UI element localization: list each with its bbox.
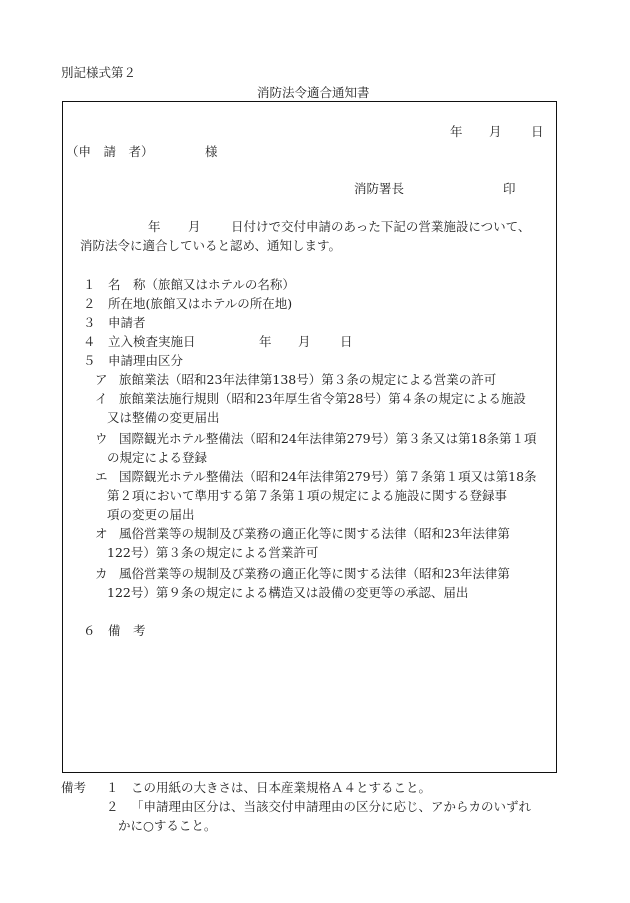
applicant-label: （申 請 者）	[66, 144, 154, 159]
item-6-num: ６	[83, 623, 96, 638]
item-1-text: 名 称（旅館又はホテルの名称）	[108, 277, 295, 292]
reason-ka-mark[interactable]: カ	[95, 566, 108, 581]
reason-u-line-2: の規定による登録	[107, 450, 208, 465]
reason-i-line-2: 又は整備の変更届出	[107, 410, 220, 425]
date-day: 日	[531, 124, 544, 139]
footnote-2-num: ２	[106, 799, 119, 814]
footnote-2-line-1: 「申請理由区分は、当該交付申請理由の区分に応じ、アからカのいずれ	[131, 799, 532, 814]
reason-e-line-2: 第２項において準用する第７条第１項の規定による施設に関する登録事	[107, 488, 508, 503]
reason-u-mark[interactable]: ウ	[95, 431, 108, 446]
document-title: 消防法令適合通知書	[257, 85, 370, 100]
reason-i-mark[interactable]: イ	[95, 391, 108, 406]
body-line2: 消防法令に適合していると認め、通知します。	[80, 238, 342, 253]
date-year: 年	[450, 124, 463, 139]
footnote-1-num: １	[106, 780, 119, 795]
item-3-num: ３	[83, 315, 96, 330]
reason-ka-line-2: 122号）第９条の規定による構造又は設備の変更等の承認、届出	[107, 585, 469, 600]
seal-mark: 印	[503, 181, 516, 196]
issuer-title: 消防署長	[354, 181, 405, 196]
reason-o-line-2: 122号）第３条の規定による営業許可	[107, 545, 319, 560]
remarks-label: 備 考	[108, 623, 146, 638]
item-5-num: ５	[83, 353, 96, 368]
reason-o-mark[interactable]: オ	[95, 526, 108, 541]
item-4-num: ４	[83, 334, 96, 349]
body-month: 月	[188, 219, 201, 234]
date-month: 月	[489, 124, 502, 139]
item-5-text: 申請理由区分	[108, 353, 184, 368]
footnote-1-text: この用紙の大きさは、日本産業規格Ａ４とすること。	[131, 780, 432, 795]
footnote-2-line-2: かに○すること。	[118, 818, 217, 833]
item-2-num: ２	[83, 296, 96, 311]
form-label: 別記様式第２	[61, 65, 137, 80]
reason-e-line-3: 項の変更の届出	[107, 507, 195, 522]
body-line1-rest: 日付けで交付申請のあった下記の営業施設について、	[231, 219, 531, 234]
reason-a-line-1: 旅館業法（昭和23年法律第138号）第３条の規定による営業の許可	[119, 372, 497, 387]
inspection-month: 月	[298, 334, 311, 349]
reason-i-line-1: 旅館業法施行規則（昭和23年厚生省令第28号）第４条の規定による施設	[119, 391, 526, 406]
reason-u-line-1: 国際観光ホテル整備法（昭和24年法律第279号）第３条又は第18条第１項	[119, 431, 537, 446]
footnote-label: 備考	[61, 780, 87, 795]
applicant-honorific: 様	[205, 144, 218, 159]
reason-e-mark[interactable]: エ	[95, 469, 108, 484]
item-2-text: 所在地(旅館又はホテルの所在地)	[108, 296, 293, 311]
reason-e-line-1: 国際観光ホテル整備法（昭和24年法律第279号）第７条第１項又は第18条	[119, 469, 537, 484]
reason-ka-line-1: 風俗営業等の規制及び業務の適正化等に関する法律（昭和23年法律第	[119, 566, 510, 581]
item-1-num: １	[83, 277, 96, 292]
remarks-area[interactable]	[100, 645, 540, 765]
reason-a-mark[interactable]: ア	[95, 372, 108, 387]
item-4-text: 立入検査実施日	[108, 334, 196, 349]
body-year: 年	[148, 219, 161, 234]
inspection-year: 年	[259, 334, 272, 349]
reason-o-line-1: 風俗営業等の規制及び業務の適正化等に関する法律（昭和23年法律第	[119, 526, 510, 541]
inspection-day: 日	[340, 334, 353, 349]
item-3-text: 申請者	[108, 315, 146, 330]
